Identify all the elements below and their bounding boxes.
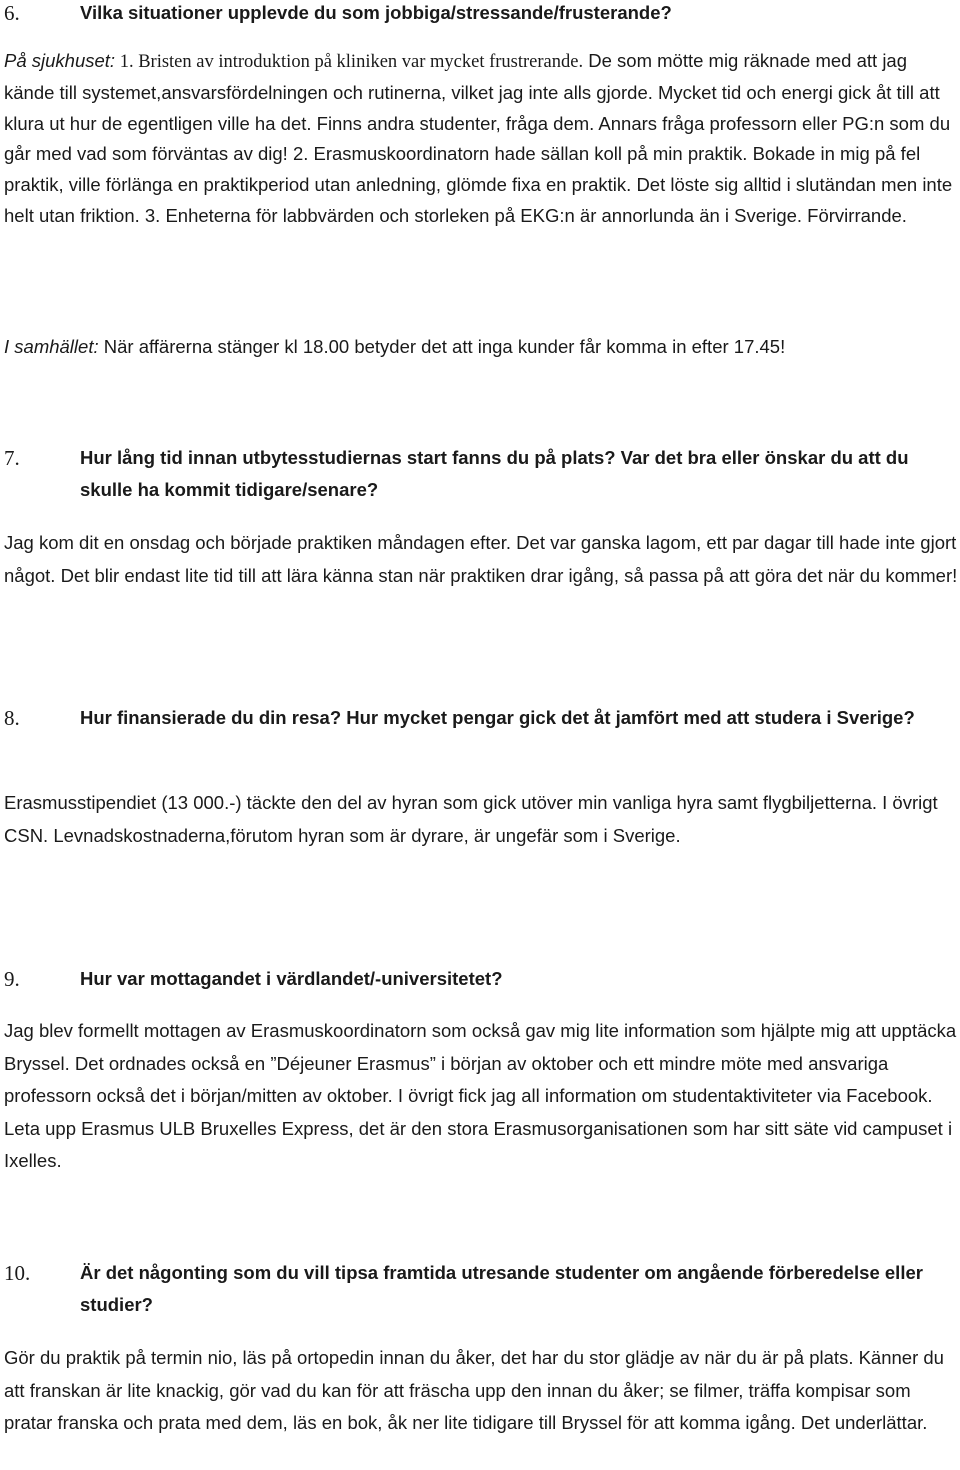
question-6 (4, 0, 960, 29)
answer-8: Erasmusstipendiet (13 000.-) täckte den del av hyran som gick utöver min vanliga hyra samt flygbiljetterna. I övrigt CSN. Levnadskostnaderna,förutom hyran som är dyrare, är ungefär som i Sverige. (4, 792, 938, 846)
hospital-text: De som mötte mig räknade med att jag kände till systemet,ansvarsfördelningen och rutinerna, vilket jag inte alls gjorde. Mycket tid och energi gick åt till att klura ut hur de egentligen ville ha det. Finns andra studenter, fråga dem. Annars fråga professorn eller PG:n som du går med vad som förväntas av dig! 2. Erasmuskoordinatorn hade sällan koll på min praktik. Bokade in mig på fel praktik, ville förlänga en praktikperiod utan anledning, glömde fixa en praktik. Det löste sig alltid i slutändan men inte helt utan friktion. 3. Enheterna för labbvärden och storleken på EKG:n är annorlunda än i Sverige. Förvirrande. (4, 50, 953, 226)
question-9 (4, 963, 960, 995)
question-8 (4, 702, 960, 734)
answer-10: Gör du praktik på termin nio, läs på ortopedin innan du åker, det har du stor glädje av när du är på plats. Känner du att franskan är lite knackig, gör vad du kan för att fräscha upp den innan du åker; se filmer, träffa kompisar som pratar franska och prata med dem, läs en bok, åk ner lite tidigare till Bryssel för att komma igång. Det underlättar. (4, 1347, 944, 1434)
question-number: 9. (4, 967, 20, 991)
question-number: 6. (4, 1, 20, 25)
answer-6-society (4, 331, 958, 364)
question-10 (4, 1257, 960, 1321)
hospital-label: På sjukhuset: (4, 50, 116, 71)
question-text: Vilka situationer upplevde du som jobbiga/stressande/frusterande? (80, 2, 672, 23)
question-7 (4, 442, 960, 506)
society-label: I samhället: (4, 336, 99, 357)
answer-7: Jag kom dit en onsdag och började praktiken måndagen efter. Det var ganska lagom, ett par dagar till hade inte gjort något. Det blir endast lite tid till att lära känna stan när praktiken drar igång, så passa på att göra det när du kommer! (4, 532, 958, 586)
question-number: 7. (4, 446, 20, 470)
answer-9: Jag blev formellt mottagen av Erasmuskoordinatorn som också gav mig lite information som hjälpte mig att upptäcka Bryssel. Det ordnades också en ”Déjeuner Erasmus” i början av oktober och ett mindre möte med ansvariga professorn också det i början/mitten av oktober. I övrigt fick jag all information om studentaktiviteter via Facebook. Leta upp Erasmus ULB Bruxelles Express, det är den stora Erasmusorganisationen som har sitt säte vid campuset i Ixelles. (4, 1020, 957, 1172)
society-text: När affärerna stänger kl 18.00 betyder det att inga kunder får komma in efter 17.45! (98, 336, 786, 357)
question-text: Hur lång tid innan utbytesstudiernas start fanns du på plats? Var det bra eller önskar du att du skulle ha kommit tidigare/senare? (80, 447, 909, 500)
hospital-lead: 1. Bristen av introduktion på kliniken var mycket frustrerande. (115, 52, 584, 72)
question-text: Hur var mottagandet i värdlandet/-universitetet? (80, 968, 503, 989)
question-number: 8. (4, 706, 20, 730)
question-number: 10. (4, 1261, 31, 1285)
question-text: Är det någonting som du vill tipsa framtida utresande studenter om angående förberedelse eller studier? (80, 1262, 923, 1315)
answer-6-hospital (4, 46, 958, 232)
question-text: Hur finansierade du din resa? Hur mycket pengar gick det åt jamfört med att studera i Sverige? (80, 707, 915, 728)
